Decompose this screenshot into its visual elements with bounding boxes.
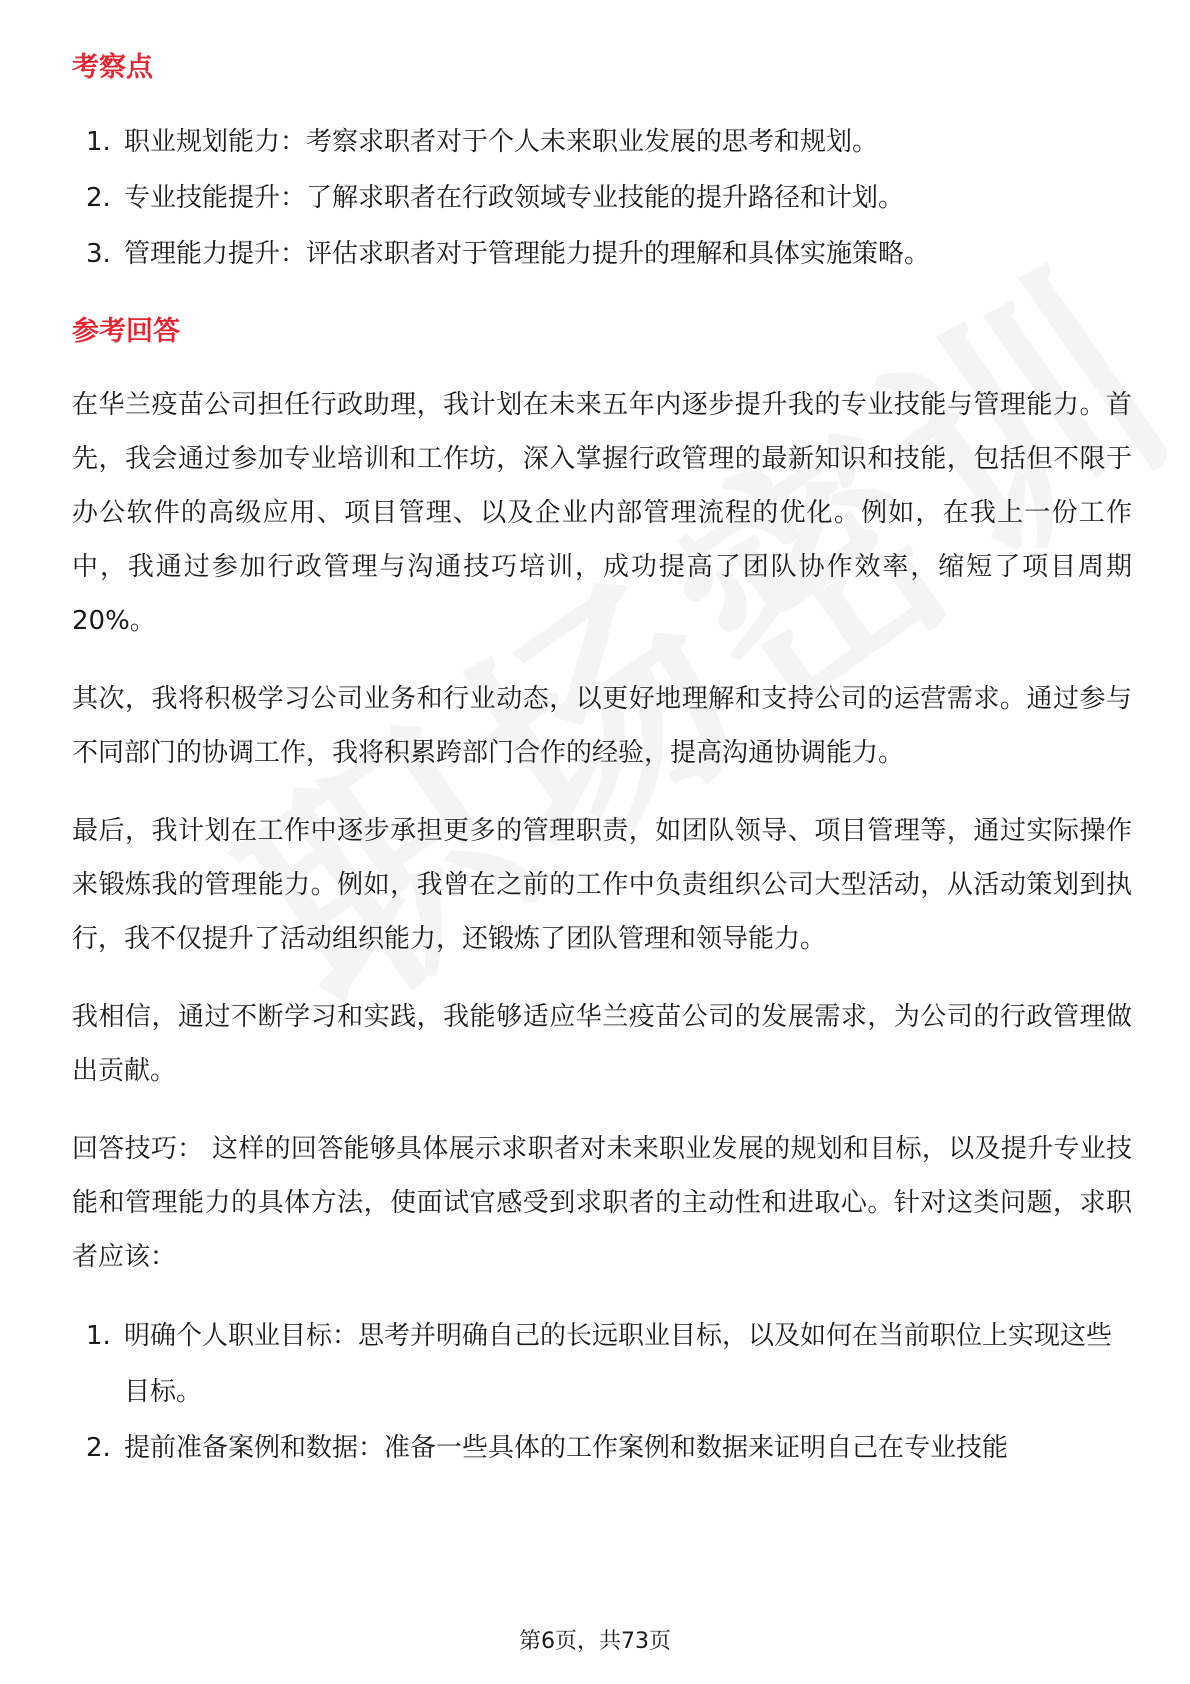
list-item: 1. 明确个人职业目标：思考并明确自己的长远职业目标，以及如何在当前职位上实现这些目标。 [86, 1321, 1113, 1407]
answer-paragraph: 我相信，通过不断学习和实践，我能够适应华兰疫苗公司的发展需求，为公司的行政管理做出贡献。 [72, 1002, 1132, 1086]
page-number: 第6页，共73页 [519, 1629, 671, 1654]
answer-paragraph: 最后，我计划在工作中逐步承担更多的管理职责，如团队领导、项目管理等，通过实际操作来锻炼我的管理能力。例如，我曾在之前的工作中负责组织公司大型活动，从活动策划到执行，我不仅提升了活动组织能力，还锻炼了团队管理和领导能力。 [72, 816, 1132, 954]
list-item: 2. 专业技能提升：了解求职者在行政领域专业技能的提升路径和计划。 [86, 183, 905, 213]
answer-paragraph: 其次，我将积极学习公司业务和行业动态，以更好地理解和支持公司的运营需求。通过参与不同部门的协调工作，我将积累跨部门合作的经验，提高沟通协调能力。 [72, 684, 1132, 768]
list-item: 3. 管理能力提升：评估求职者对于管理能力提升的理解和具体实施策略。 [86, 239, 931, 269]
page-content [72, 48, 1132, 1476]
section-heading-reference-answer: 参考回答 [72, 316, 180, 347]
answer-paragraph: 在华兰疫苗公司担任行政助理，我计划在未来五年内逐步提升我的专业技能与管理能力。首先，我会通过参加专业培训和工作坊，深入掌握行政管理的最新知识和技能，包括但不限于办公软件的高级应用、项目管理、以及企业内部管理流程的优化。例如，在我上一份工作中，我通过参加行政管理与沟通技巧培训，成功提高了团队协作效率，缩短了项目周期20%。 [72, 390, 1132, 636]
tips-list [72, 1308, 1132, 1476]
list-item: 2. 提前准备案例和数据：准备一些具体的工作案例和数据来证明自己在专业技能 [86, 1433, 1009, 1463]
answer-tips-paragraph: 回答技巧： 这样的回答能够具体展示求职者对未来职业发展的规划和目标，以及提升专业技能和管理能力的具体方法，使面试官感受到求职者的主动性和进取心。针对这类问题，求职者应该： [72, 1134, 1132, 1272]
key-points-list [72, 114, 1132, 282]
section-heading-key-points: 考察点 [72, 52, 153, 83]
list-item: 1. 职业规划能力：考察求职者对于个人未来职业发展的思考和规划。 [86, 127, 879, 157]
